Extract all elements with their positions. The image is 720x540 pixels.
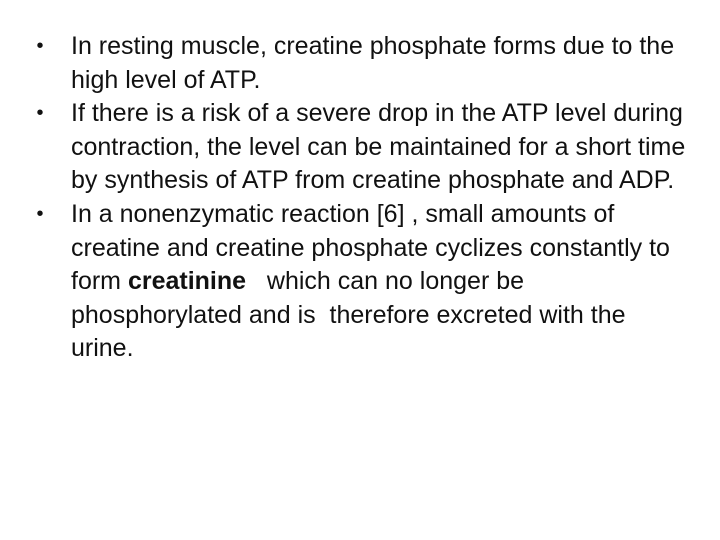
bullet-item-nonenzymatic [30,198,690,366]
bullet-text: If there is a risk of a severe drop in the ATP level during contraction, the level can be maintained for a short time by synthesis of ATP from creatine phosphate and ADP. [71,99,686,195]
bullet-dot-icon: • [36,35,44,57]
bullet-text-after: which can no longer be phosphorylated and is therefore excreted with the urine. [71,267,633,363]
bullet-item-resting-muscle [30,30,690,97]
bullet-dot-icon: • [36,102,44,125]
bold-term-creatinine: creatinine [127,267,247,296]
bullet-text: In resting muscle, creatine phosphate forms due to the high level of ATP. [71,32,675,94]
bullet-dot-icon: • [36,202,44,225]
bullet-item-atp-drop [30,97,690,198]
bullet-list [30,30,690,366]
bullet-text-before: In a nonenzymatic reaction [6] , small amounts of creatine and creatine phosphate cyclizes constantly to form [71,199,670,296]
